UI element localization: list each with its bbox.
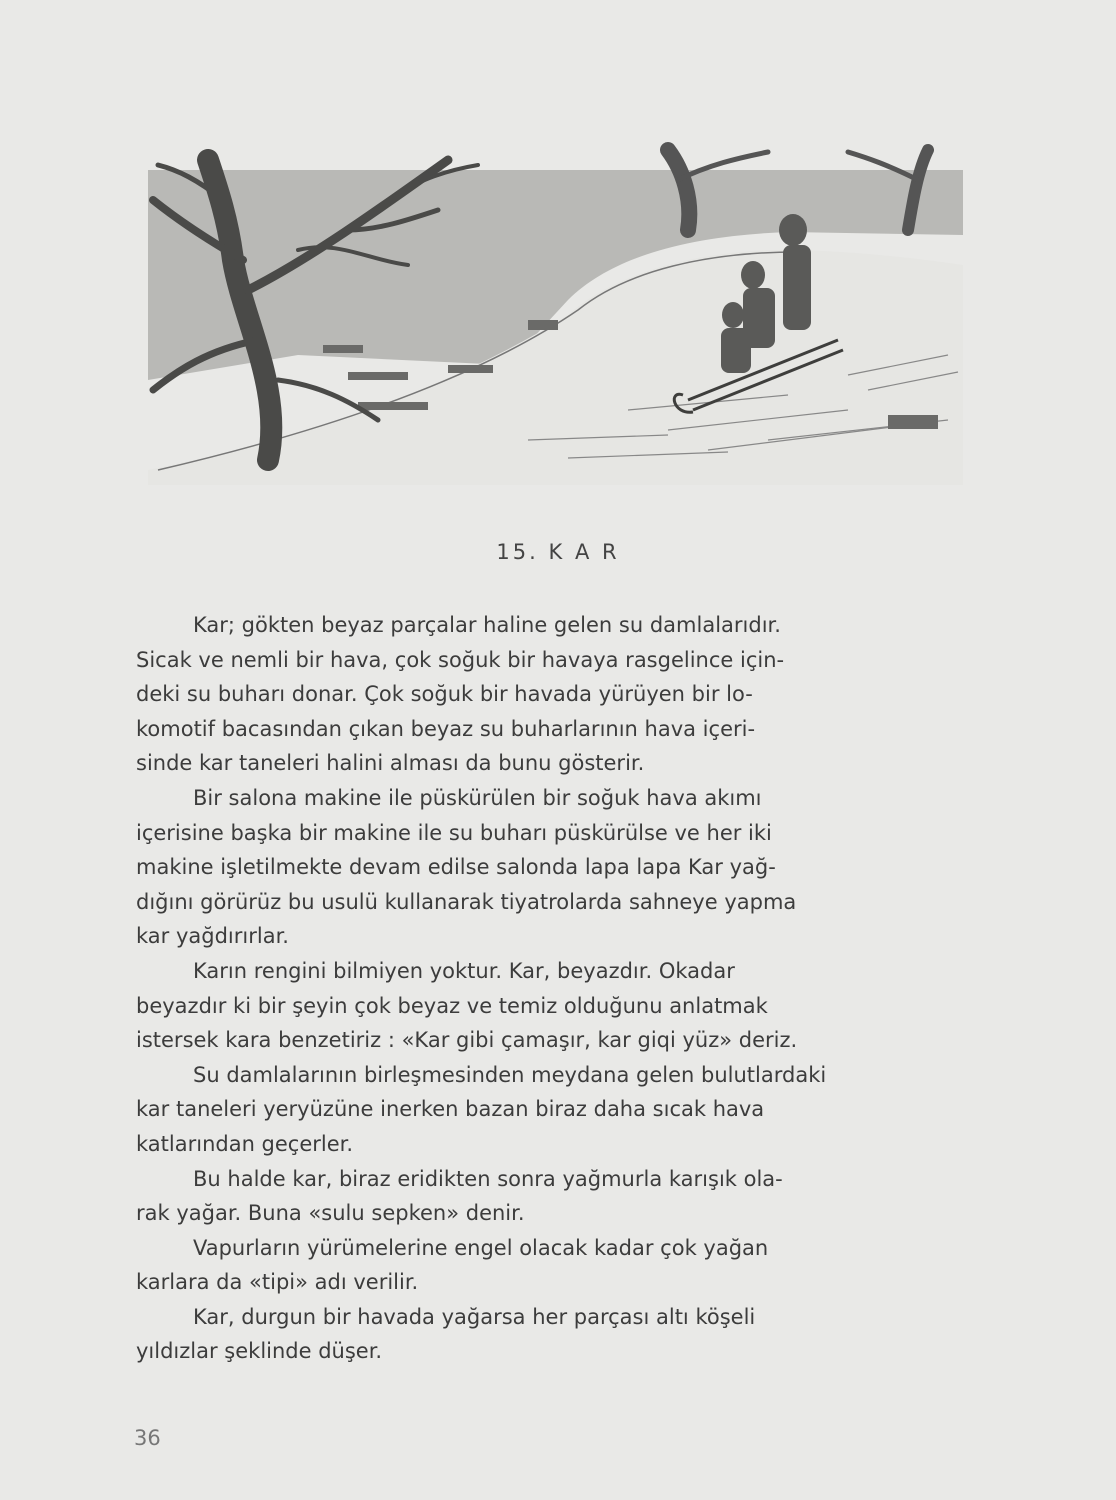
- text-line: karlara da «tipi» adı verilir.: [136, 1270, 419, 1295]
- text-line: Sicak ve nemli bir hava, çok soğuk bir havaya rasgelince için-: [136, 647, 785, 672]
- text-line: Kar; gökten beyaz parçalar haline gelen su damlalarıdır.: [193, 613, 781, 637]
- page-number: 36: [134, 1426, 161, 1450]
- text-line: Karın rengini bilmiyen yoktur. Kar, beyazdır. Okadar: [193, 958, 735, 983]
- text-line: beyazdır ki bir şeyin çok beyaz ve temiz olduğunu anlatmak: [136, 993, 768, 1018]
- text-line: dığını görürüz bu usulü kullanarak tiyatrolarda sahneye yapma: [136, 889, 797, 914]
- text-line: Bir salona makine ile püskürülen bir soğuk hava akımı: [193, 785, 762, 810]
- text-line: makine işletilmekte devam edilse salonda lapa lapa Kar yağ-: [136, 855, 776, 880]
- chapter-title: 15. K A R: [496, 540, 620, 564]
- text-line: deki su buharı donar. Çok soğuk bir havada yürüyen bir lo-: [136, 682, 753, 707]
- text-line: Bu halde kar, biraz eridikten sonra yağmurla karışık ola-: [193, 1166, 783, 1191]
- text-line: Vapurların yürümelerine engel olacak kadar çok yağan: [193, 1235, 769, 1260]
- body-text: [136, 608, 982, 1369]
- text-line: içerisine başka bir makine ile su buharı püskürülse ve her iki: [136, 820, 772, 845]
- text-line: Kar, durgun bir havada yağarsa her parçası altı köşeli: [193, 1304, 756, 1329]
- text-line: kar yağdırırlar.: [136, 924, 289, 949]
- text-line: komotif bacasından çıkan beyaz su buharlarının hava içeri-: [136, 716, 756, 741]
- text-line: yıldızlar şeklinde düşer.: [136, 1339, 383, 1364]
- text-line: istersek kara benzetiriz : «Kar gibi çamaşır, kar giqi yüz» deriz.: [136, 1028, 798, 1053]
- text-line: katlarından geçerler.: [136, 1131, 354, 1156]
- snow-sledding-illustration: [148, 140, 963, 485]
- text-line: Su damlalarının birleşmesinden meydana gelen bulutlardaki: [193, 1062, 827, 1087]
- text-line: rak yağar. Buna «sulu sepken» denir.: [136, 1201, 525, 1226]
- text-line: sinde kar taneleri halini alması da bunu gösterir.: [136, 751, 645, 776]
- text-line: kar taneleri yeryüzüne inerken bazan biraz daha sıcak hava: [136, 1097, 765, 1122]
